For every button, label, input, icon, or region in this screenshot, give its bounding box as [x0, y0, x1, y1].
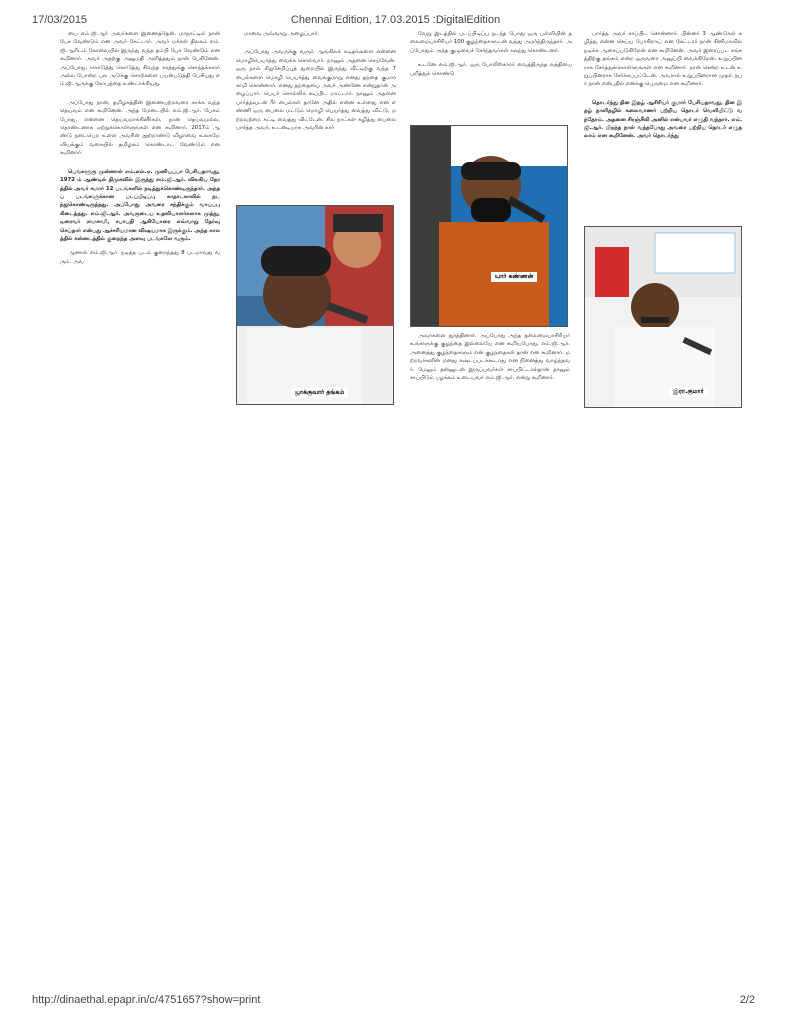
article-column-3	[410, 30, 572, 382]
page-number: 2/2	[739, 994, 755, 1006]
paragraph: யை எம்.ஜி.ஆர் அவர்களை இணைத்தேன். மாநாட்டில் நான் பேச வேண்டும் என அவர் கேட்டார். அவர் மக்கள் திலகம் எம்.ஜி.ஆரிடம் கோவையில் இருந்து வந்த தம்பி பேச வேண்டும் என கூறினார். அவர் அதற்கு அனுமதி அளித்ததும் நான் பேசினேன். அப்போது, கொடுத்து கொடுத்து சிவந்த கரத்துக்கு சொந்தக்காரர் அல்ல போன்ற பல அடுக்கு சொற்களை பயன்படுத்தி பேசியது எம்.ஜி.ஆருக்கு கோபத்தை உண்டாக்கியது.	[60, 31, 220, 88]
photo-speaker-2	[410, 125, 568, 327]
paragraph: ஆனால் எம்.ஜி.ஆர். நடித்த படம் குறைந்தது 8 படமாவது வரும். அவ	[60, 250, 220, 265]
print-footer	[0, 994, 791, 1010]
paragraph: பெங்களூரு முன்னாள் எம்.எல்.ஏ. முனியப்பா பேசியதாவது, 1972 ம் ஆண்டில் திமுகவில் இருந்து எம்.ஜி.ஆர். விலகிய நேரத்தில் அவர் சுமார் 12 படங்களில் நடித்துக்கொண்டிருந்தார். அந்தப் படங்களுக்கான படப்பிடிப்பு காதாடகாவில் நடந்துகொண்டிருந்தது. அப்போது அவரை சந்திக்கும் வாய்ப்பு கிடைத்தது. எம்.ஜி.ஆர். அவருடைய உதவியாளர்களாக முத்து, டிரைவர் ராமசாமி, சபாபதி ஆகியோரை எவ்வாறு தேர்வு செய்தார் என்பது ஆச்சரியமான விஷயமாக இருக்கும். அந்த காலத்தில் கன்னடத்தில் குறைந்த அளவு படங்களே வரும்.	[60, 168, 220, 242]
page-url-link[interactable]: http://dinaethal.epapr.in/c/4751657?show=print	[32, 994, 261, 1006]
edition-title: Chennai Edition, 17.03.2015 :DigitalEdition	[290, 14, 501, 26]
speaker-photo-image	[585, 227, 741, 407]
photo-caption: யார் கண்ணன்	[491, 272, 537, 282]
article-column-4	[584, 30, 742, 395]
paragraph: மாவை அவ்வாறு அழைப்பார்.	[244, 31, 320, 37]
paragraph: உடனே எம்.ஜி.ஆர். ஒரு போலீஸ்காரர் வைத்திருந்த லத்தியை பறித்துக் கொண்டு	[410, 62, 572, 77]
paragraph: வேறு இடத்தில் படப்பிடிப்பு நடந்த போது ஒரு பள்ளியின் தலைமையாசிரியர் 100 குழந்தைகளுடன் வந்து அமர்ந்திருந்தார். அப்போதும் அந்த குழுவைச் சேர்ந்தவர்கள் கலந்து கொண்டனர்.	[410, 31, 572, 54]
paragraph: பார்த்த அவர் சாப்பிட சொன்னார். பின்னர் 3 ஆண்டுகள் கழித்து என்ன செய்ய போகிறாய் என கேட்டார் நான் சினிமாவில் நடிக்க ஆசைப்படுகிறேன் என கூறினேன். அவர் இரைப்பட சங்கத்திற்கு தங்கம் என்ற ஒருவரை அனுப்பி வைக்கிறேன். உறுப்பினராக சேர்த்துக்கொள்ளுங்கள் என கூறினார். நான் சென்ற உடன் உறுப்பினராக சேர்க்கப்பட்டேன். அவரால் உறுப்பினரான முதல் நபர் நான் என்பதில் எனக்கு பெருமை என கூறினார்.	[584, 31, 742, 88]
text-block-bottom	[410, 332, 570, 388]
print-date: 17/03/2015	[32, 14, 88, 26]
print-header	[0, 14, 791, 30]
photo-speaker-1	[236, 205, 394, 405]
speaker-photo-image	[411, 126, 567, 326]
photo-caption: ஜாக்குவார் தங்கம்	[291, 388, 348, 398]
photo-speaker-3	[584, 226, 742, 408]
photo-caption: இரா.குமார்	[669, 387, 708, 397]
speaker-photo-image	[237, 206, 393, 404]
paragraph: அப்போது நான், தமிழகத்தின் இணையற்றவரை காக்க வந்த தெய்வம் என கூறினேன். அந்த மேடையில் எம்.ஜி.ஆர். பேசும் போது, என்னை தெய்வமாக்கினீர்கள், நான் தெய்வமல்ல, தொண்டனாக ஏற்றுக்கொள்ளுங்கள் என கூறினார். 2017ம் ஆண்டு நடைபெற உள்ள அவரின் நூற்றாண்டு விழாவை உலகமே வியக்கும் வகையில் தமிழகம் கொண்டாட வேண்டும் என கூறினார்.	[60, 99, 220, 157]
article-column-2	[236, 30, 396, 396]
paragraph: அப்போது அவருக்கு வரும் ஆங்கிலக் கடிதங்களை என்னை மொழிபெயர்த்து வைக்க சொல்வார். நானும் அதனை செய்வேன். ஒரு நாள் சிறுசேமிப்புத் துறையில் இருந்து வீட்டிற்கு வந்த 7 பைல்களை மொழி பெயர்த்து வைக்குமாறு எனது தந்தை குமாரசாமி சொன்னார். எனது தந்தையை அவர் அண்ணே என்றுதான் அழைப்பார். பெயர் சொல்லிக் கூப்பிட மாட்டார். நானும் அதனை பார்த்தவுடன் ரீர் பைல்கள் தானே அதில் என்ன உள்ளது என எண்ணி ஒரு பைலை மட்டும் மொழி பெயர்த்து வைத்து விட்டு, மற்றவற்றை கட்டி வைத்து விட்டேன். சில நாட்கள் கழித்து பைலை பார்த்த அவர், உடனடியாக அவரின் கார்	[236, 49, 396, 132]
article-column-1	[60, 30, 220, 272]
paragraph: அவர்களை துரத்தினார். அப்போது அந்த தலைமையாசிரியர் உங்களுக்கு குழந்தை இல்லையே என கூறியபோது, எம்.ஜி.ஆர். அனைத்து குழந்தைகளும் என் குழந்தைகள் தான் என கூறினார். மற்றவர்களின் மனது கஷ்டப்படக்கூடாது என நினைத்து வாழ்ந்தவர். மேலும் தன்னுடன் இருப்பவர்கள் சாப்பிட்டால்தான் தானும் சாப்பிடும் பழக்கம் உடையவர் எம்.ஜி.ஆர். என்று கூறினார்.	[410, 333, 570, 382]
paragraph: தொடர்ந்து தின இதழ் ஆசிரியர் குமார் பேசியதாவது, தின இதழ் நாளிதழில் கலைவாணர் பற்றிய தொடர் வெளியிட்டு வந்தோம். அதனை சிரஞ்சீவி அனில் என்பவர் எழுதி வந்தார். எம்.ஜி.ஆர். பிறந்த நாள் வந்தபோது அவரை பற்றிய தொடர் எழுதலாம் என கூறினேன். அவர் தொடர்ந்து	[584, 99, 742, 140]
